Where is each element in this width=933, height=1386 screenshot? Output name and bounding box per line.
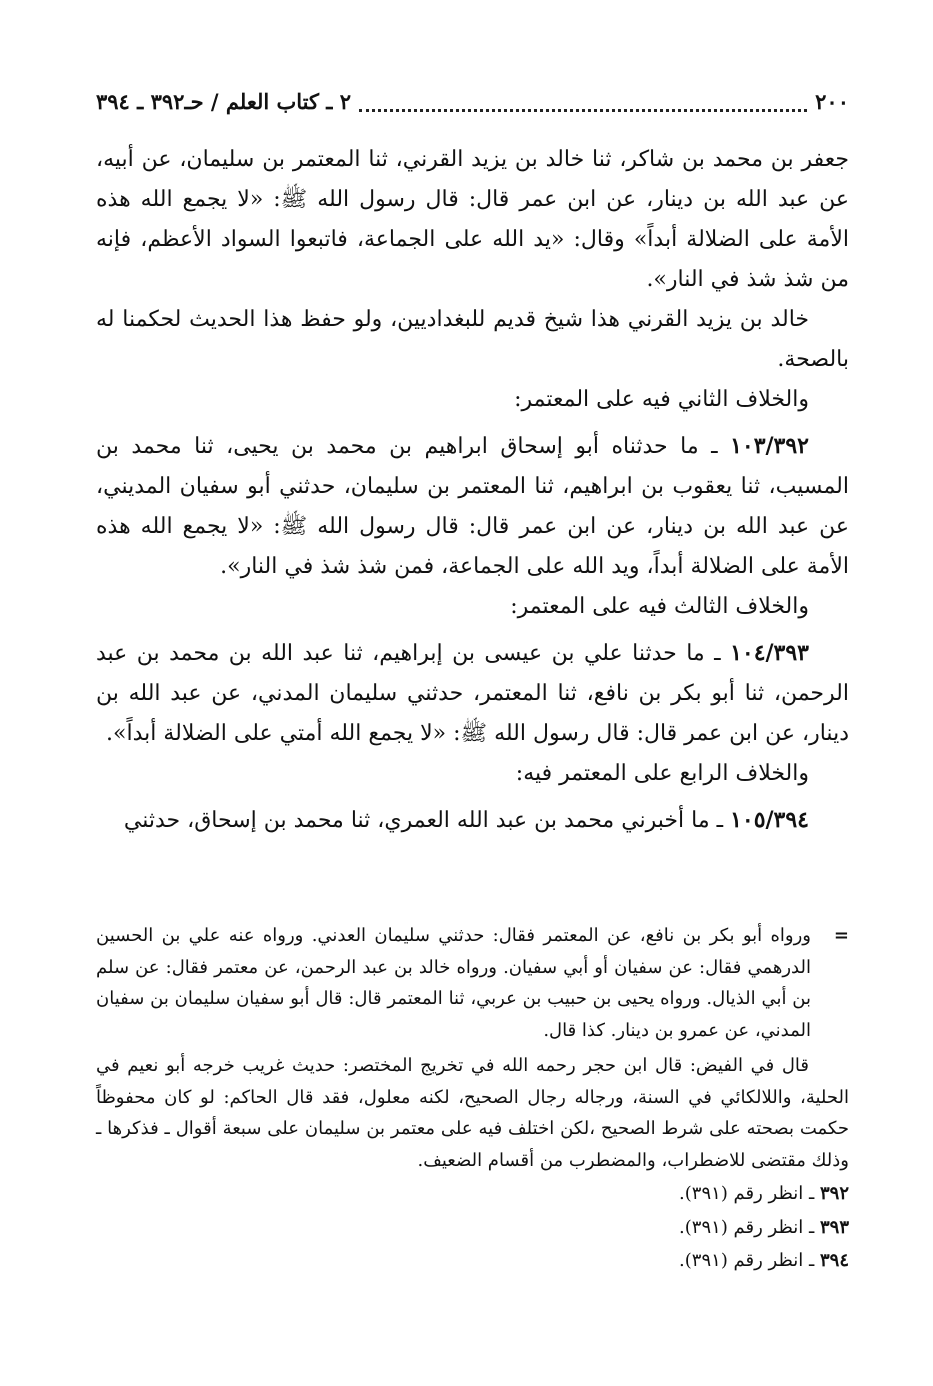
running-header: [96, 84, 849, 118]
continuation-mark: =: [833, 925, 849, 946]
hadith-394: [96, 800, 849, 841]
hadith-392: [96, 426, 849, 587]
footnote-ref-number: ٣٩٢: [819, 1183, 849, 1204]
footnote-ref-number: ٣٩٤: [819, 1250, 849, 1271]
footnote-ref-text: ـ انظر رقم (٣٩١).: [679, 1183, 820, 1204]
footnotes: [96, 920, 849, 1277]
paragraph-second-variant: والخلاف الثاني فيه على المعتمر:: [514, 387, 809, 412]
footnote-ref-text: ـ انظر رقم (٣٩١).: [679, 1216, 820, 1238]
footnote-ref-392: [96, 1178, 849, 1210]
footnote-ref-number: ٣٩٣: [819, 1216, 849, 1238]
header-title: ٢ ـ كتاب العلم / حـ٣٩٢ ـ ٣٩٤: [96, 88, 352, 114]
page-number: ٢٠٠: [815, 88, 849, 114]
hadith-number: ١٠٥/٣٩٤: [730, 807, 809, 833]
paragraph-commentary: خالد بن يزيد القرني هذا شيخ قديم للبغداديين، ولو حفظ هذا الحديث لحكمنا له بالصحة.: [96, 307, 849, 372]
footnote-ref-text: ـ انظر رقم (٣٩١).: [679, 1250, 820, 1271]
footnote-fayd-quote: قال في الفيض: قال ابن حجر رحمه الله في تخريج المختصر: حديث غريب خرجه أبو نعيم في الحلية، واللالكائي في السنة، ورجاله رجال الصحيح، لكنه معلول، فقد قال الحاكم: لو كان محفوظاً حكمت بصحته على شرط الصحيح ،لكن اختلف فيه على معتمر بن سليمان على سبعة أقوال ـ فذكرها ـ وذلك مقتضى للاضطراب، والمضطرب من أقسام الضعيف.: [96, 1055, 849, 1171]
hadith-text: ـ ما حدثنا علي بن عيسى بن إبراهيم، ثنا عبد الله بن محمد بن عبد الرحمن، ثنا أبو بكر بن نافع، ثنا المعتمر، حدثني سليمان المدني، عن عبد الله بن دينار، عن ابن عمر قال: قال رسول الله ﷺ: «لا يجمع الله أمتي على الضلالة أبداً».: [96, 641, 849, 746]
hadith-text: ـ ما أخبرني محمد بن عبد الله العمري، ثنا محمد بن إسحاق، حدثني: [123, 808, 731, 833]
footnote-continued: [96, 920, 849, 1046]
footnote-ref-394: [96, 1245, 849, 1277]
footnote-text: ورواه أبو بكر بن نافع، عن المعتمر فقال: حدثني سليمان العدني. ورواه عنه علي بن الحسين الدرهمي فقال: عن سفيان أو أبي سفيان. ورواه خالد بن عبد الرحمن، عن معتمر فقال: عن سلم بن أبي الذيال. ورواه يحيى بن حبيب بن عربي، ثنا المعتمر قال: قال أبو سفيان سليمان بن سفيان المدني، عن عمرو بن دينار. كذا قال.: [96, 925, 811, 1041]
paragraph-third-variant: والخلاف الثالث فيه على المعتمر:: [510, 594, 809, 619]
main-text: [96, 140, 849, 841]
hadith-number: ١٠٤/٣٩٣: [730, 640, 809, 666]
header-dotted-leader: [359, 107, 807, 112]
paragraph-fourth-variant: والخلاف الرابع على المعتمر فيه:: [515, 761, 809, 786]
hadith-number: ١٠٣/٣٩٢: [730, 433, 809, 459]
paragraph-continued-hadith: جعفر بن محمد بن شاكر، ثنا خالد بن يزيد القرني، ثنا المعتمر بن سليمان، عن أبيه، عن عبد الله بن دينار، عن ابن عمر قال: قال رسول الله ﷺ: «لا يجمع الله هذه الأمة على الضلالة أبداً» وقال: «يد الله على الجماعة، فاتبعوا السواد الأعظم، فإنه من شذ شذ في النار».: [96, 147, 849, 292]
footnote-ref-393: [96, 1212, 849, 1244]
hadith-393: [96, 633, 849, 754]
hadith-text: ـ ما حدثناه أبو إسحاق ابراهيم بن محمد بن يحيى، ثنا محمد بن المسيب، ثنا يعقوب بن ابراهيم، ثنا المعتمر بن سليمان، حدثني أبو سفيان المديني، عن عبد الله بن دينار، عن ابن عمر قال: قال رسول الله ﷺ: «لا يجمع الله هذه الأمة على الضلالة أبداً، ويد الله على الجماعة، فمن شذ شذ في النار».: [96, 434, 849, 579]
